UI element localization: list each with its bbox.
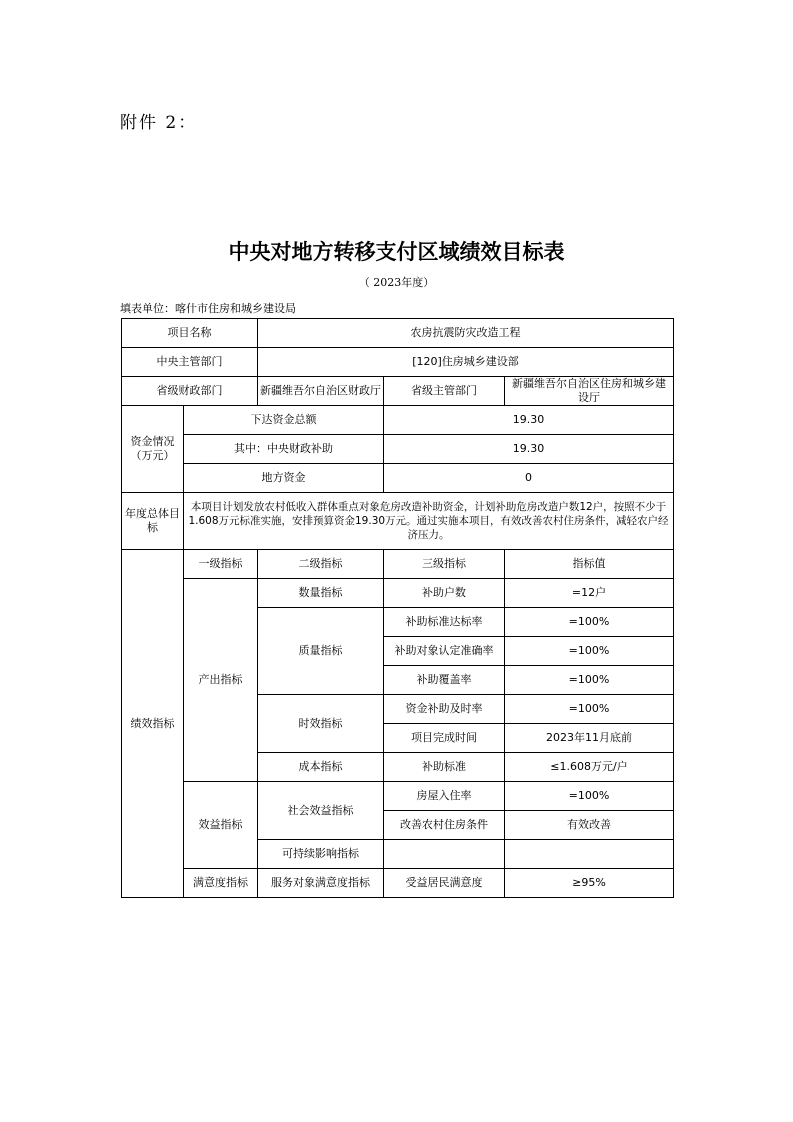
performance-table [121,318,674,898]
project-name-label: 项目名称 [122,319,258,348]
indicator-name: 房屋入住率 [384,782,505,811]
table-row [122,579,674,608]
indicator-name: 项目完成时间 [384,724,505,753]
indicator-value: =100% [505,608,674,637]
table-row [122,319,674,348]
indicator-value: =100% [505,637,674,666]
table-row [122,550,674,579]
benefit-indicators: 效益指标 [184,782,258,869]
funds-local-label: 地方资金 [184,464,384,493]
table-row [122,869,674,898]
table-row [122,493,674,550]
table-row [122,348,674,377]
funds-label: 资金情况（万元） [122,406,184,493]
indicator-name: 补助户数 [384,579,505,608]
table-row [122,782,674,811]
prov-dept-label: 省级主管部门 [384,377,505,406]
funds-total: 19.30 [384,406,674,435]
header-level2: 二级指标 [258,550,384,579]
empty-cell [505,840,674,869]
funds-central-label: 其中：中央财政补助 [184,435,384,464]
project-name: 农房抗震防灾改造工程 [258,319,674,348]
social-benefit-indicators: 社会效益指标 [258,782,384,840]
sustain-indicators: 可持续影响指标 [258,840,384,869]
prov-finance: 新疆维吾尔自治区财政厅 [258,377,384,406]
attachment-label: 附件 2： [120,113,198,133]
quality-indicators: 质量指标 [258,608,384,695]
indicator-value: =12户 [505,579,674,608]
indicator-value: ≥95% [505,869,674,898]
cost-indicators: 成本指标 [258,753,384,782]
header-level3: 三级指标 [384,550,505,579]
goal-label: 年度总体目标 [122,493,184,550]
filling-unit: 填表单位：喀什市住房和城乡建设局 [120,302,296,315]
indicator-name: 改善农村住房条件 [384,811,505,840]
indicators-label: 绩效指标 [122,550,184,898]
indicator-value: =100% [505,782,674,811]
indicator-value: =100% [505,666,674,695]
funds-central: 19.30 [384,435,674,464]
prov-finance-label: 省级财政部门 [122,377,258,406]
funds-total-label: 下达资金总额 [184,406,384,435]
indicator-name: 补助对象认定准确率 [384,637,505,666]
prov-dept: 新疆维吾尔自治区住房和城乡建设厅 [505,377,674,406]
empty-cell [384,840,505,869]
table-row [122,406,674,435]
page-title: 中央对地方转移支付区域绩效目标表 [228,240,565,264]
indicator-name: 资金补助及时率 [384,695,505,724]
indicator-name: 受益居民满意度 [384,869,505,898]
table-row [122,435,674,464]
indicator-name: 补助覆盖率 [384,666,505,695]
satisfaction-indicators: 满意度指标 [184,869,258,898]
timeliness-indicators: 时效指标 [258,695,384,753]
table-row [122,464,674,493]
goal-text: 本项目计划发放农村低收入群体重点对象危房改造补助资金，计划补助危房改造户数12户，按照不少于1.608万元标准实施，安排预算资金19.30万元。通过实施本项目，有效改善农村住房条件，减轻农户经济压力。 [184,493,674,550]
funds-local: 0 [384,464,674,493]
output-indicators: 产出指标 [184,579,258,782]
indicator-name: 补助标准达标率 [384,608,505,637]
indicator-value: =100% [505,695,674,724]
header-value: 指标值 [505,550,674,579]
central-dept: [120]住房城乡建设部 [258,348,674,377]
central-dept-label: 中央主管部门 [122,348,258,377]
indicator-value: 2023年11月底前 [505,724,674,753]
indicator-value: 有效改善 [505,811,674,840]
table-row [122,377,674,406]
indicator-value: ≤1.608万元/户 [505,753,674,782]
quantity-indicators: 数量指标 [258,579,384,608]
service-satisfaction-indicators: 服务对象满意度指标 [258,869,384,898]
header-level1: 一级指标 [184,550,258,579]
indicator-name: 补助标准 [384,753,505,782]
year-label: （ 2023年度） [358,276,435,289]
